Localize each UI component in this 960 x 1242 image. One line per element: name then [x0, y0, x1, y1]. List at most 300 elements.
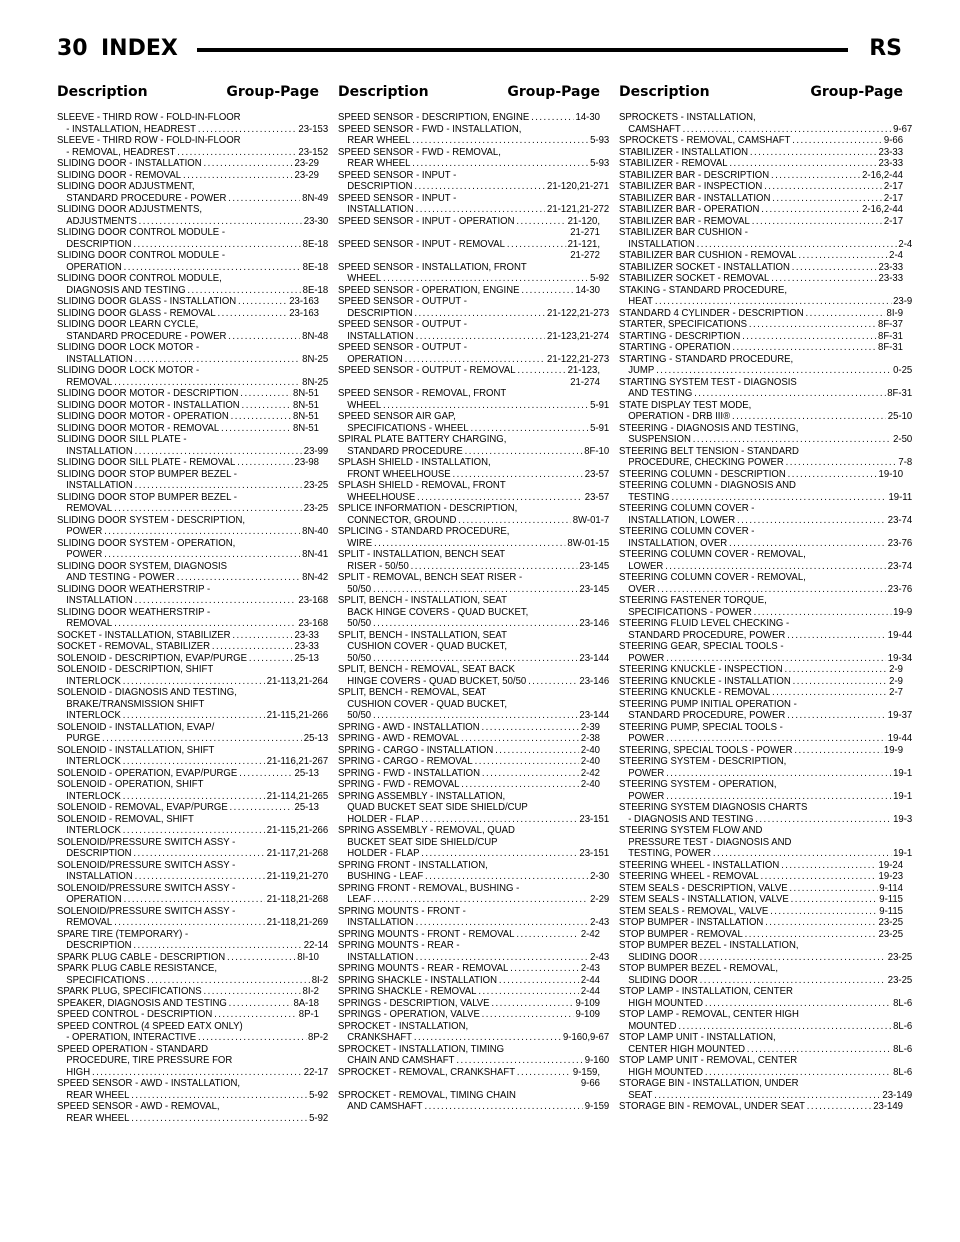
index-entry — [57, 1101, 319, 1113]
page-title: INDEX — [101, 36, 178, 61]
index-entry — [57, 791, 328, 803]
index-entry — [57, 296, 319, 308]
dot-leader — [228, 193, 300, 205]
index-entry — [619, 929, 903, 941]
index-entry — [619, 1101, 903, 1113]
entry-description: STARTING - STANDARD PROCEDURE, — [619, 353, 794, 365]
index-entry — [338, 848, 609, 860]
index-entry — [338, 883, 600, 895]
dot-leader — [242, 400, 292, 412]
index-entry — [57, 676, 328, 688]
entry-description: SPRING MOUNTS - FRONT - REMOVAL — [338, 928, 515, 940]
index-entry — [619, 653, 912, 665]
entry-description: INSTALLATION — [347, 951, 414, 963]
entry-description: SPROCKET - INSTALLATION, — [338, 1020, 469, 1032]
entry-description: SPEAKER, DIAGNOSIS AND TESTING — [57, 997, 227, 1009]
dot-leader — [793, 676, 888, 688]
entry-description: FRONT WHEELHOUSE — [347, 468, 451, 480]
dot-leader — [465, 446, 583, 458]
entry-description: DESCRIPTION — [66, 848, 132, 859]
dot-leader — [114, 503, 302, 515]
index-entry — [57, 871, 328, 883]
index-entry — [57, 653, 319, 665]
entry-group-page: 19-3 — [893, 813, 913, 825]
index-entry — [338, 664, 600, 676]
entry-description: SPARK PLUG, SPECIFICATIONS — [57, 986, 202, 997]
entry-description: SLIDING DOOR CONTROL MODULE - — [57, 250, 226, 261]
entry-description: SPARK PLUG CABLE - DESCRIPTION — [57, 951, 226, 963]
column-header-2 — [338, 84, 600, 104]
entry-group-page: 21-115,21-266 — [266, 710, 329, 721]
index-entry — [338, 377, 600, 389]
entry-description: SPEED SENSOR - AWD - REMOVAL, — [57, 1101, 220, 1112]
index-entry — [619, 802, 903, 814]
dot-leader — [458, 515, 571, 527]
index-entry — [619, 250, 903, 262]
dot-leader — [807, 1101, 872, 1113]
entry-description: SLIDING DOOR ADJUSTMENTS, — [57, 204, 203, 215]
entry-description: SLIDING DOOR — [628, 974, 698, 986]
entry-group-page: 23-33 — [878, 273, 904, 284]
dot-leader — [792, 135, 882, 147]
index-entry — [57, 469, 319, 481]
index-entry — [57, 239, 328, 251]
entry-group-page: 21-123, — [567, 365, 600, 376]
entry-description: SPLIT, BENCH - REMOVAL, SEAT BACK — [338, 664, 515, 675]
entry-group-page: 23-168 — [298, 618, 329, 629]
index-entry — [338, 216, 600, 228]
entry-group-page: 22-14 — [303, 940, 329, 951]
index-entry — [57, 584, 319, 596]
entry-description: STEERING BELT TENSION - STANDARD — [619, 445, 799, 457]
entry-description: SPEED OPERATION - STANDARD — [57, 1043, 209, 1055]
index-entry — [57, 894, 328, 906]
index-entry — [338, 756, 600, 768]
index-entry — [619, 342, 903, 354]
entry-description: DESCRIPTION — [347, 181, 413, 192]
entry-description: SLEEVE - THIRD ROW - FOLD-IN-FLOOR — [57, 135, 241, 146]
dot-leader — [475, 756, 579, 768]
entry-description: INSTALLATION — [347, 204, 414, 215]
dot-leader — [373, 618, 578, 630]
index-entry — [338, 227, 600, 239]
dot-leader — [786, 457, 897, 469]
entry-group-page: 8E-18 — [302, 284, 329, 296]
index-entry — [338, 354, 609, 366]
entry-group-page: 2-43 — [580, 963, 600, 974]
index-entry — [619, 147, 903, 159]
entry-group-page: 23-74 — [887, 514, 913, 526]
entry-description: STEERING SYSTEM - DESCRIPTION, — [619, 756, 787, 767]
index-entry — [619, 837, 912, 849]
entry-description: STATE DISPLAY TEST MODE, — [619, 399, 752, 411]
entry-group-page: 21-274 — [570, 376, 600, 388]
entry-group-page: 14-30 — [575, 112, 600, 123]
dot-leader — [425, 871, 588, 883]
dot-leader — [424, 1101, 582, 1113]
index-entry — [57, 733, 328, 745]
index-entry — [338, 262, 600, 274]
entry-description: SOLENOID - DESCRIPTION, EVAP/PURGE — [57, 652, 247, 664]
entry-group-page: 8N-42 — [302, 572, 329, 583]
index-entry — [57, 1090, 328, 1102]
index-entry — [57, 940, 328, 952]
dot-leader — [139, 216, 302, 228]
entry-description: DESCRIPTION — [347, 307, 413, 319]
entry-description: SPLIT - INSTALLATION, BENCH SEAT — [338, 549, 506, 560]
dot-leader — [771, 170, 860, 182]
dot-leader — [421, 848, 577, 860]
dot-leader — [482, 1009, 574, 1021]
entry-description: INSTALLATION — [66, 480, 133, 491]
dot-leader — [177, 147, 296, 159]
entry-group-page: 5-91 — [590, 422, 610, 434]
entry-group-page: 5-93 — [590, 135, 610, 146]
index-entry — [57, 1021, 319, 1033]
index-entry — [57, 388, 319, 400]
entry-group-page: 8N-51 — [292, 411, 319, 422]
entry-description: WIRE — [347, 537, 373, 549]
dot-leader — [770, 906, 877, 918]
entry-group-page: 9-159, — [572, 1066, 600, 1078]
entry-group-page: 23-145 — [579, 583, 610, 595]
index-entry — [619, 434, 912, 446]
entry-description: STEERING COLUMN - DESCRIPTION — [619, 468, 786, 480]
entry-group-page: 8W-01-15 — [567, 537, 610, 549]
entry-group-page: 23-25 — [878, 928, 904, 940]
index-entry — [338, 618, 609, 630]
index-entry — [619, 377, 903, 389]
index-entry — [338, 998, 600, 1010]
index-entry — [338, 584, 609, 596]
entry-description: SPLIT - REMOVAL, BENCH SEAT RISER - — [338, 572, 523, 583]
entry-group-page: 2-40 — [580, 756, 600, 767]
dot-leader — [678, 1021, 891, 1033]
entry-description: BRAKE/TRANSMISSION SHIFT — [66, 698, 205, 710]
index-entry — [57, 952, 319, 964]
index-entry — [619, 503, 903, 515]
index-entry — [57, 1009, 319, 1021]
dot-leader — [114, 618, 297, 630]
entry-group-page: 23-144 — [579, 652, 610, 664]
entry-group-page: 2-17 — [883, 215, 904, 227]
index-entry — [57, 1113, 328, 1125]
index-entry — [338, 986, 600, 998]
dot-leader — [414, 1032, 561, 1044]
entry-description: SLIDING DOOR SYSTEM - OPERATION, — [57, 537, 236, 549]
entry-group-page: 2-50 — [893, 434, 913, 445]
entry-group-page: 2-43 — [590, 917, 610, 928]
entry-description: SPEED SENSOR - REMOVAL, FRONT — [338, 388, 507, 399]
index-entry — [57, 963, 319, 975]
dot-leader — [114, 917, 265, 929]
entry-description: SPEED CONTROL (4 SPEED EATX ONLY) — [57, 1020, 243, 1032]
entry-group-page: 23-152 — [298, 146, 329, 158]
entry-description: POWER — [628, 767, 665, 779]
entry-description: HIGH — [66, 1066, 91, 1078]
dot-leader — [787, 630, 886, 642]
entry-group-page: 2-42 — [580, 767, 600, 779]
index-entry — [338, 147, 600, 159]
index-entry — [338, 170, 600, 182]
index-entry — [57, 595, 328, 607]
index-entry — [57, 411, 319, 423]
dot-leader — [666, 733, 886, 745]
dot-leader — [135, 480, 302, 492]
dot-leader — [411, 561, 578, 573]
entry-description: STABILIZER BAR - REMOVAL — [619, 215, 750, 227]
entry-description: STABILIZER BAR - INSTALLATION — [619, 192, 771, 204]
entry-description: SOLENOID/PRESSURE SWITCH ASSY - — [57, 882, 236, 894]
entry-description: SPEED SENSOR - DESCRIPTION, ENGINE — [338, 112, 530, 123]
index-entry — [338, 653, 609, 665]
index-entry — [57, 331, 328, 343]
index-entry — [338, 1055, 609, 1067]
entry-group-page: 19-1 — [893, 790, 913, 802]
dot-leader — [732, 411, 886, 423]
entry-group-page: 21-120, — [567, 215, 600, 227]
index-entry — [57, 170, 319, 182]
entry-description: WHEEL — [347, 399, 382, 411]
index-entry — [338, 929, 600, 941]
entry-description: STANDARD PROCEDURE — [347, 445, 463, 457]
index-entry — [619, 641, 903, 653]
index-entry — [619, 193, 903, 205]
entry-description: SLIDING DOOR LOCK MOTOR - — [57, 342, 200, 353]
entry-group-page: 21-115,21-266 — [266, 825, 329, 836]
entry-description: SPEED CONTROL - DESCRIPTION — [57, 1009, 213, 1020]
entry-description: SPRING - AWD - INSTALLATION — [338, 721, 480, 733]
dot-leader — [133, 940, 302, 952]
dot-leader — [784, 664, 887, 676]
index-entry — [338, 906, 600, 918]
dot-leader — [705, 1067, 891, 1079]
index-entry — [619, 733, 912, 745]
entry-description: SOCKET - INSTALLATION, STABILIZER — [57, 629, 231, 641]
entry-group-page: 23-163 — [289, 296, 319, 307]
entry-description: INSTALLATION — [347, 330, 414, 342]
index-entry — [57, 664, 319, 676]
entry-description: SPROCKET - INSTALLATION, TIMING — [338, 1043, 505, 1055]
dot-leader — [495, 745, 579, 757]
dot-leader — [705, 998, 891, 1010]
dot-leader — [238, 296, 287, 308]
index-entry — [338, 158, 609, 170]
index-entry — [619, 572, 903, 584]
entry-description: HINGE COVERS - QUAD BUCKET, 50/50 — [347, 675, 527, 687]
dot-leader — [791, 894, 878, 906]
entry-description: REAR WHEEL — [66, 1089, 130, 1101]
index-entry — [338, 572, 600, 584]
entry-description: TESTING, POWER — [628, 848, 712, 859]
entry-group-page: 2-29 — [590, 894, 610, 905]
dot-leader — [752, 216, 882, 228]
dot-leader — [461, 779, 579, 791]
entry-description: STARTING SYSTEM TEST - DIAGNOSIS — [619, 376, 797, 388]
column-header-1 — [57, 84, 319, 104]
entry-description: STEERING SYSTEM FLOW AND — [619, 825, 763, 836]
dot-leader — [747, 1044, 891, 1056]
index-entry — [338, 733, 600, 745]
index-entry — [338, 423, 609, 435]
entry-description: STEERING WHEEL - INSTALLATION — [619, 859, 780, 871]
index-entry — [57, 883, 319, 895]
entry-group-page: 19-10 — [878, 468, 904, 480]
entry-description: OPERATION — [66, 894, 122, 905]
index-entry — [619, 158, 903, 170]
index-entry — [57, 779, 319, 791]
entry-group-page: 5-91 — [590, 399, 610, 411]
entry-group-page: 19-9 — [893, 606, 913, 618]
index-entry — [338, 308, 609, 320]
entry-description: SLIDING DOOR - INSTALLATION — [57, 158, 202, 169]
entry-description: SPARK PLUG CABLE RESISTANCE, — [57, 963, 218, 974]
dot-leader — [412, 135, 588, 147]
dot-leader — [124, 262, 301, 274]
index-entry — [338, 768, 600, 780]
index-entry — [338, 802, 609, 814]
entry-description: SPEED SENSOR - INPUT - OPERATION — [338, 215, 515, 227]
entry-description: SLIDING DOOR STOP BUMPER BEZEL - — [57, 468, 237, 480]
dot-leader — [123, 756, 265, 768]
entry-description: STEERING COLUMN COVER - — [619, 526, 755, 537]
index-entry — [57, 158, 319, 170]
index-entry — [619, 181, 903, 193]
dot-leader — [131, 1113, 307, 1125]
entry-description: SPRINGS - OPERATION, VALVE — [338, 1009, 480, 1020]
dot-leader — [456, 1055, 583, 1067]
entry-group-page: 8N-51 — [292, 422, 319, 434]
dot-leader — [694, 388, 885, 400]
entry-group-page: 5-92 — [590, 273, 610, 284]
dot-leader — [461, 733, 579, 745]
index-entry — [619, 354, 903, 366]
entry-group-page: 21-122,21-273 — [546, 307, 610, 319]
index-entry — [619, 848, 912, 860]
entry-group-page: 23-30 — [303, 215, 329, 227]
entry-description: STANDARD PROCEDURE - POWER — [66, 330, 227, 342]
entry-group-page: 21-113,21-264 — [266, 675, 329, 687]
entry-description: SPARE TIRE (TEMPORARY) - — [57, 928, 189, 940]
entry-description: STOP LAMP - REMOVAL, CENTER HIGH — [619, 1009, 799, 1020]
index-entry — [619, 227, 903, 239]
index-entry — [619, 745, 903, 757]
dot-leader — [764, 181, 882, 193]
dot-leader — [228, 331, 300, 343]
dot-leader — [187, 285, 300, 297]
index-entry — [338, 549, 600, 561]
index-entry — [619, 319, 903, 331]
entry-description: SLIDING DOOR SILL PLATE - — [57, 434, 187, 445]
index-entry — [619, 469, 903, 481]
entry-description: SPRING - FWD - INSTALLATION — [338, 767, 480, 779]
index-entry — [338, 296, 600, 308]
index-entry — [338, 699, 609, 711]
entry-group-page: 23-168 — [298, 595, 329, 606]
entry-description: SOLENOID/PRESSURE SWITCH ASSY - — [57, 836, 236, 848]
entry-group-page: 23-25 — [303, 503, 329, 514]
index-entry — [57, 837, 319, 849]
entry-description: STEERING KNUCKLE - REMOVAL — [619, 687, 771, 698]
entry-group-page: 19-9 — [883, 744, 904, 756]
dot-leader — [788, 469, 877, 481]
entry-description: STABILIZER BAR CUSHION - REMOVAL — [619, 250, 797, 261]
entry-group-page: 8I-9 — [886, 307, 904, 319]
index-entry — [338, 687, 600, 699]
entry-description: INTERLOCK — [66, 756, 121, 767]
index-entry — [338, 1078, 600, 1090]
entry-description: STOP BUMPER - INSTALLATION — [619, 917, 764, 928]
index-entry — [57, 538, 319, 550]
index-entry — [338, 250, 600, 262]
index-entry — [338, 791, 600, 803]
entry-description: SPRINGS - DESCRIPTION, VALVE — [338, 997, 490, 1009]
entry-group-page: 2-7 — [889, 687, 904, 698]
index-entry — [619, 1078, 903, 1090]
dot-leader — [666, 791, 891, 803]
entry-description: STANDARD 4 CYLINDER - DESCRIPTION — [619, 307, 804, 319]
index-entry — [57, 193, 328, 205]
entry-group-page: 19-34 — [887, 652, 913, 664]
dot-leader — [147, 975, 310, 987]
dot-leader — [761, 871, 877, 883]
entry-group-page: 25-13 — [303, 733, 329, 744]
entry-description: SPEED SENSOR - INPUT - REMOVAL — [338, 238, 505, 250]
entry-group-page: 2-17 — [883, 181, 904, 192]
index-entry — [619, 538, 912, 550]
entry-group-page: 8N-51 — [292, 399, 319, 411]
entry-description: SLIDING DOOR WEATHERSTRIP - — [57, 606, 211, 618]
entry-description: INSTALLATION — [347, 917, 414, 928]
index-entry — [338, 917, 609, 929]
entry-description: SEAT — [628, 1089, 653, 1101]
dot-leader — [135, 354, 301, 366]
dot-leader — [133, 848, 265, 860]
index-entry — [619, 722, 903, 734]
entry-group-page: 23-149 — [873, 1101, 904, 1112]
entry-description: SPECIFICATIONS - POWER — [628, 606, 752, 618]
index-entry — [619, 239, 912, 251]
index-entry — [619, 871, 903, 883]
dot-leader — [693, 434, 892, 446]
dot-leader — [742, 331, 876, 343]
index-entry — [57, 480, 328, 492]
entry-group-page: 5-92 — [309, 1089, 329, 1101]
entry-description: SPROCKET - REMOVAL, TIMING CHAIN — [338, 1089, 516, 1101]
dot-leader — [794, 745, 882, 757]
index-entry — [619, 676, 903, 688]
entry-description: STEERING PUMP INITIAL OPERATION - — [619, 698, 797, 710]
entry-description: - INSTALLATION, HEADREST — [66, 123, 196, 135]
index-entry — [338, 342, 600, 354]
entry-description: BACK HINGE COVERS - QUAD BUCKET, — [347, 606, 529, 618]
index-entry — [338, 1032, 609, 1044]
index-entry — [338, 135, 609, 147]
index-entry — [338, 561, 609, 573]
dot-leader — [414, 181, 545, 193]
entry-group-page: 19-23 — [878, 871, 904, 882]
index-entry — [57, 354, 328, 366]
index-entry — [338, 1101, 609, 1113]
index-column-2 — [338, 112, 610, 1113]
entry-group-page: 8P-2 — [308, 1032, 329, 1043]
entry-description: SPEED SENSOR - OUTPUT - — [338, 296, 467, 307]
dot-leader — [478, 986, 579, 998]
dot-leader — [239, 768, 293, 780]
entry-description: CENTER HIGH MOUNTED — [628, 1043, 746, 1055]
entry-description: SLIDING DOOR CONTROL MODULE - — [57, 227, 226, 238]
index-entry — [619, 1021, 912, 1033]
